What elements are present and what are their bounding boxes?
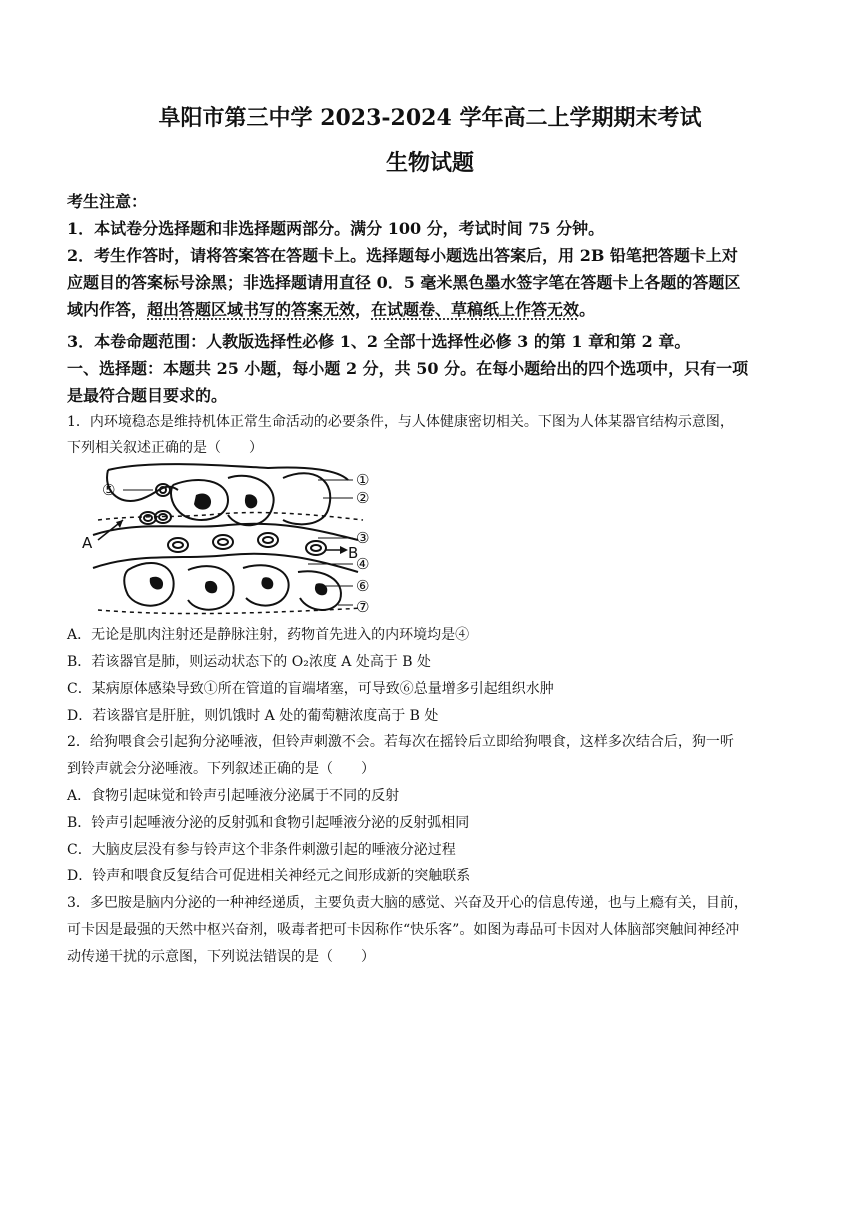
figure-label: ⑤ [102,481,116,499]
question-2-stem: 2．给狗喂食会引起狗分泌唾液，但铃声刺激不会。若每次在摇铃后立即给狗喂食，这样多次结合后，狗一听 [67,734,734,750]
figure-label: ④ [356,555,370,573]
notice-item-2-line-3 [67,297,797,320]
figure-label: ③ [356,529,370,547]
section-heading-line-1: 一、选择题：本题共 25 小题，每小题 2 分，共 50 分。在每小题给出的四个选项中，只有一项 [67,359,749,378]
figure-label: ② [356,489,370,507]
question-2-option-d: D．铃声和喂食反复结合可促进相关神经元之间形成新的突触联系 [67,868,471,884]
notice-dotted-text: 超出答题区域书写的答案无效 [147,300,356,319]
figure-label: ⑥ [356,577,370,595]
question-3-stem: 3．多巴胺是脑内分泌的一种神经递质，主要负责大脑的感觉、兴奋及开心的信息传递，也与上瘾有关，目前， [67,895,748,911]
notice-item-2-line-1: 2．考生作答时，请将答案答在答题卡上。选择题每小题选出答案后，用 2B 铅笔把答题卡上对 [67,246,738,265]
section-heading-line-2: 是最符合题目要求的。 [67,386,228,405]
figure-label: B [348,544,359,562]
question-3-stem: 动传递干扰的示意图，下列说法错误的是（ ） [67,949,375,965]
question-1-option-a: A．无论是肌肉注射还是静脉注射，药物首先进入的内环境均是④ [67,627,470,643]
question-2-option-a: A．食物引起味觉和铃声引起唾液分泌属于不同的反射 [67,788,400,804]
notice-text: ， [355,300,372,319]
question-1-option-b: B．若该器官是肺，则运动状态下的 O₂浓度 A 处高于 B 处 [67,654,432,670]
page-title: 阜阳市第三中学 2023-2024 学年高二上学期期末考试 [158,105,702,131]
question-1-option-d: D．若该器官是肝脏，则饥饿时 A 处的葡萄糖浓度高于 B 处 [67,708,439,724]
notice-text: 。 [579,300,596,319]
notice-item-1: 1．本试卷分选择题和非选择题两部分。满分 100 分，考试时间 75 分钟。 [67,219,605,238]
notice-dotted-text: 在试题卷、草稿纸上作答无效 [371,300,580,319]
notice-heading: 考生注意： [67,192,148,211]
question-2-option-c: C．大脑皮层没有参与铃声这个非条件刺激引起的唾液分泌过程 [67,842,456,858]
question-1-option-c: C．某病原体感染导致①所在管道的盲端堵塞，可导致⑥总量增多引起组织水肿 [67,681,554,697]
page-subtitle: 生物试题 [385,150,474,176]
notice-item-3: 3．本卷命题范围：人教版选择性必修 1、2 全部十选择性必修 3 的第 1 章和第 2 章。 [67,332,691,351]
notice-item-2-line-2: 应题目的答案标号涂黑；非选择题请用直径 0．5 毫米黑色墨水签字笔在答题卡上各题的答题区 [67,273,741,292]
question-2-stem: 到铃声就会分泌唾液。下列叙述正确的是（ ） [67,761,375,777]
figure-label: ① [356,471,370,489]
question-1-stem: 下列相关叙述正确的是（ ） [67,440,263,456]
notice-text: 域内作答， [67,300,148,319]
question-1-stem: 1．内环境稳态是维持机体正常生命活动的必要条件，与人体健康密切相关。下图为人体某器官结构示意图， [67,414,734,430]
question-2-option-b: B．铃声引起唾液分泌的反射弧和食物引起唾液分泌的反射弧相同 [67,815,470,831]
figure-label: A [82,534,93,552]
figure-label: ⑦ [356,598,370,616]
organ-structure-diagram [78,460,378,620]
question-3-stem: 可卡因是最强的天然中枢兴奋剂，吸毒者把可卡因称作“快乐客”。如图为毒品可卡因对人体脑部突触间神经冲 [67,922,740,938]
